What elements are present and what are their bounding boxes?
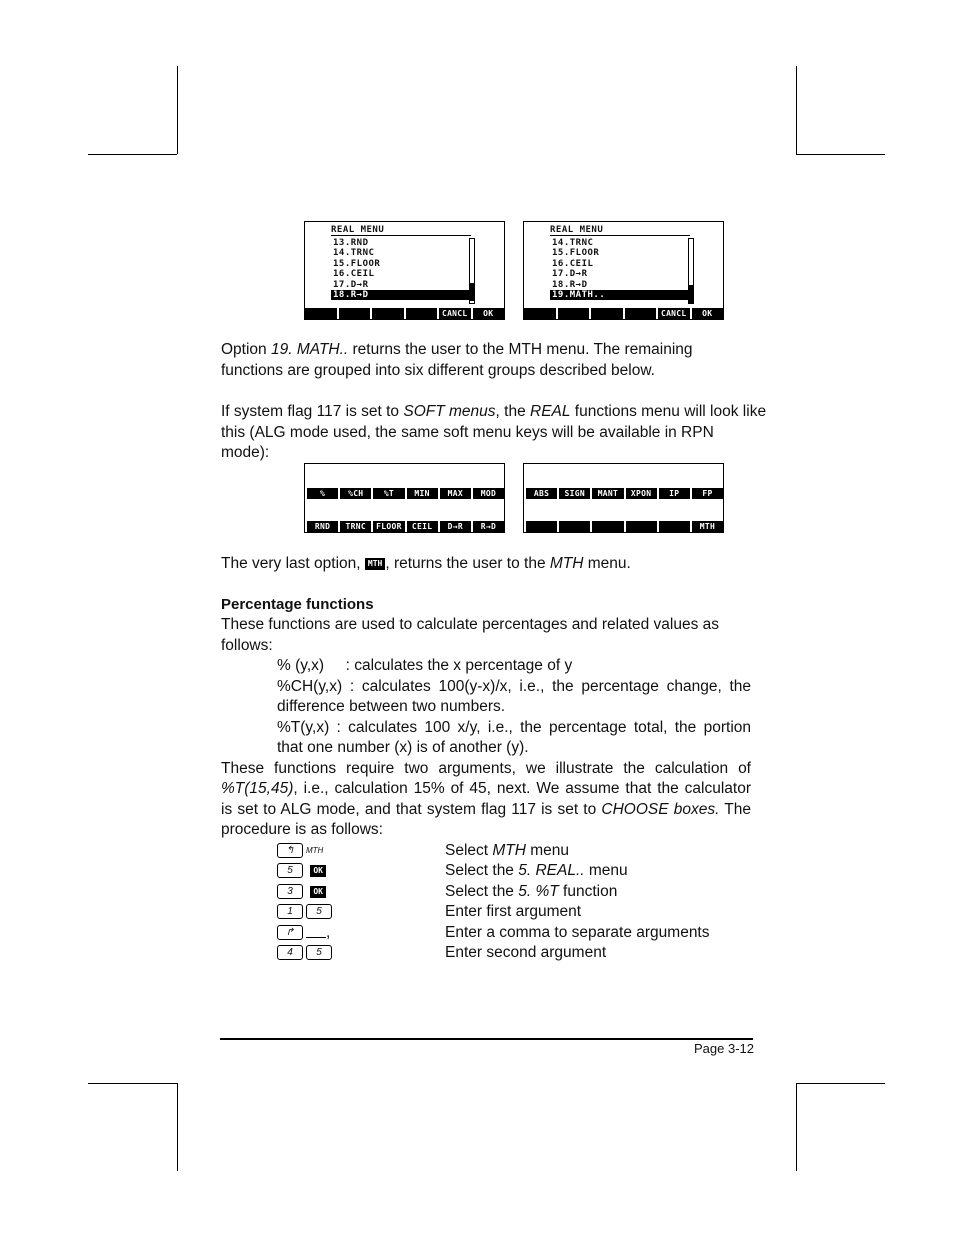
text: 5. REAL.. [518,862,585,879]
text: CHOOSE boxes. [601,801,720,818]
function-percent: % (y,x) : calculates the x percentage of y [277,657,573,674]
text: MTH [549,555,584,572]
key-4-icon: 4 [277,945,303,960]
menu-item: 17.D→R [333,279,369,290]
softkey-mth: MTH [690,521,723,532]
softkey-row-bottom [305,521,504,532]
step-keys [277,943,335,964]
softkey-row-bottom [524,521,723,532]
body-line: These functions require two arguments, we illustrate the calculation of [221,760,751,777]
text: Select the [445,883,519,900]
softkey-ok: OK [690,308,724,319]
text: REAL [530,403,571,420]
softkey: D→R [438,521,471,532]
softkey-ok: OK [471,308,505,319]
text: , returns the user to the [385,555,550,572]
step-desc: Enter first argument [445,903,582,920]
text: function [558,883,618,900]
paragraph-soft-menus [221,402,766,464]
step-keys [277,902,335,923]
soft-menu-screen-1 [304,463,505,533]
key-5-icon: 5 [306,904,332,919]
softkey-row-top [524,488,723,499]
menu-item: 16.CEIL [333,269,375,280]
softkey [557,521,590,532]
softkey: FP [690,488,723,499]
text: %T(15,45) [221,780,294,797]
menu-item-selected: 19.MATH.. [550,290,688,300]
step-desc: Enter a comma to separate arguments [445,924,710,941]
softkey-bar [305,308,504,319]
menu-item: 18.R→D [552,279,588,290]
softkey: IP [657,488,690,499]
softkey: R→D [471,521,504,532]
mth-label: MTH [306,846,324,855]
softkey: CEIL [405,521,438,532]
softkey: MIN [405,488,438,499]
text: If system flag 117 is set to [221,403,404,420]
crop-mark [177,66,178,154]
crop-mark [88,1083,177,1084]
text: Option [221,341,271,358]
softkey-cancel: CANCL [656,308,690,319]
key-5-icon: 5 [306,945,332,960]
text: functions are grouped into six different groups described below. [221,361,655,379]
body-line [221,779,751,800]
scrollbar [469,238,475,304]
key-5-icon: 5 [277,863,303,878]
menu-item: 15.FLOOR [552,248,600,259]
text: Select [445,842,493,859]
menu-item: 15.FLOOR [333,258,381,269]
step-keys [277,923,330,944]
softkey: %T [371,488,404,499]
function-percent-total-cont: that one number (x) is of another (y). [277,739,529,756]
ok-softkey-icon: OK [310,886,326,898]
softkey [524,521,557,532]
softkey [337,308,371,319]
crop-mark [88,154,177,155]
softkey [624,521,657,532]
text: menu [584,862,628,879]
calculator-screen-2 [523,221,724,320]
function-percent-change-cont: difference between two numbers. [277,698,506,715]
menu-item: 13.RND [333,238,369,248]
section-heading: Percentage functions [221,596,374,613]
right-shift-key-icon: ↱ [277,925,303,940]
softkey: ABS [524,488,557,499]
softkey [657,521,690,532]
function-percent-change: %CH(y,x) : calculates 100(y-x)/x, i.e., the percentage change, the [277,678,751,695]
text: Select the [445,862,519,879]
menu-item: 16.CEIL [552,258,594,269]
scrollbar [688,238,694,304]
page-number: Page 3-12 [694,1041,754,1056]
softkey: %CH [338,488,371,499]
softkey: MOD [471,488,504,499]
calculator-screen-1 [304,221,505,320]
crop-mark [177,1083,178,1171]
step-keys [277,861,326,882]
softkey: MAX [438,488,471,499]
softkey [305,308,337,319]
text: The [719,801,751,818]
footer-rule [220,1038,753,1040]
softkey: RND [305,521,338,532]
softkey [590,521,623,532]
step-desc [445,882,617,903]
menu-item-selected: 18.R→D [331,290,469,300]
softkey [623,308,657,319]
softkey: MANT [590,488,623,499]
paragraph-last-option [221,554,631,575]
ok-softkey-icon: OK [310,865,326,877]
softkey [524,308,556,319]
text: MTH [492,842,526,859]
softkey: XPON [624,488,657,499]
text: mode): [221,444,270,461]
text: These functions are used to calculate percentages and related values as [221,616,720,633]
text: , i.e., calculation 15% of 45, next. We assume that the calculator [293,780,751,797]
step-desc [445,861,628,882]
step-desc: Enter second argument [445,944,607,961]
text: returns the user to the MTH menu. The remaining [348,341,693,358]
softkey: % [305,488,338,499]
text: menu. [583,555,631,572]
mth-softkey-icon: MTH [365,558,385,570]
screen-header: REAL MENU [550,225,690,236]
left-shift-key-icon: ↰ [277,843,303,858]
text: The very last option, [221,555,365,572]
text: follows: [221,636,273,654]
softkey-cancel: CANCL [437,308,471,319]
text: 19. MATH.. [270,341,349,358]
crop-mark [796,1083,797,1171]
menu-list [550,238,688,300]
body-line [221,800,751,821]
function-percent-total: %T(y,x) : calculates 100 x/y, i.e., the percentage total, the portion [277,719,751,736]
paragraph-option-19 [221,340,693,381]
menu-item: 14.TRNC [552,238,594,248]
step-desc [445,841,569,862]
softkey-bar [524,308,723,319]
text: this (ALG mode used, the same soft menu keys will be available in RPN [221,423,714,441]
section-intro [221,615,719,656]
body-line: procedure is as follows: [221,821,383,838]
text: SOFT menus [403,403,496,420]
menu-item: 17.D→R [552,269,588,280]
crop-mark [796,1083,885,1084]
step-keys [277,882,326,903]
softkey [556,308,590,319]
menu-list [331,238,469,300]
softkey: FLOOR [371,521,404,532]
softkey [404,308,438,319]
text: , the [495,403,530,420]
softkey: TRNC [338,521,371,532]
softkey-row-top [305,488,504,499]
key-1-icon: 1 [277,904,303,919]
softkey [589,308,623,319]
soft-menu-screen-2 [523,463,724,533]
crop-mark [796,66,797,154]
crop-mark [796,154,885,155]
menu-item: 14.TRNC [333,248,375,259]
step-keys [277,841,323,862]
softkey [370,308,404,319]
key-3-icon: 3 [277,884,303,899]
text: is set to ALG mode, and that system flag 117 is set to [221,801,602,818]
text: 5. %T [518,883,559,900]
text: menu [525,842,570,859]
softkey: SIGN [557,488,590,499]
text: functions menu will look like [570,403,767,420]
screen-header: REAL MENU [331,225,471,236]
comma-label: , [326,924,331,941]
